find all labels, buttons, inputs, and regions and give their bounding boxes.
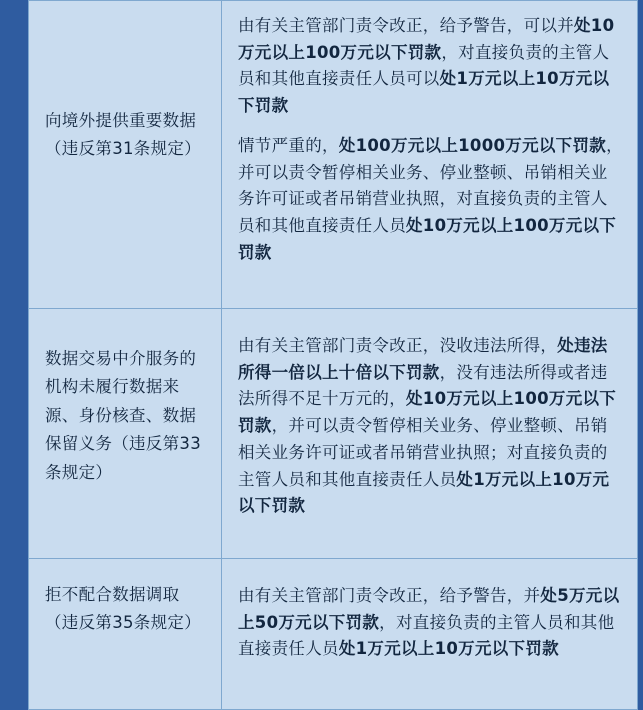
paragraph <box>238 583 623 663</box>
violation-text: 向境外提供重要数据（违反第31条规定） <box>45 111 201 159</box>
table-row <box>29 559 638 710</box>
violation-cell <box>29 559 222 710</box>
emphasis-text: 处1万元以上10万元以下罚款 <box>338 639 559 659</box>
paragraph <box>238 133 623 267</box>
emphasis-text: 处100万元以上1000万元以下罚款 <box>338 135 607 155</box>
emphasis-text: 处10万元以上100万元以下罚款 <box>238 16 615 62</box>
emphasis-text: 处1万元以上10万元以下罚款 <box>238 69 610 116</box>
penalty-cell <box>222 1 638 309</box>
plain-text: 由有关主管部门责令改正，给予警告，可以并 <box>238 16 574 35</box>
paragraph <box>238 333 623 520</box>
violation-text: 数据交易中介服务的机构未履行数据来源、身份核查、数据保留义务（违反第33条规定） <box>45 349 201 482</box>
emphasis-text: 处违法所得一倍以上十倍以下罚款 <box>238 336 608 382</box>
penalty-text <box>222 559 637 677</box>
table-body <box>29 1 638 710</box>
plain-text: ，没有违法所得或者违法所得不足十万元的， <box>238 362 608 409</box>
plain-text: ，对直接负责的主管人员和其他直接责任人员 <box>238 612 615 659</box>
penalty-text <box>222 309 637 534</box>
emphasis-text: 处10万元以上100万元以下罚款 <box>238 216 617 262</box>
penalty-text <box>222 1 637 280</box>
penalty-cell <box>222 559 638 710</box>
paragraph <box>238 13 623 120</box>
plain-text: 由有关主管部门责令改正，没收违法所得， <box>238 336 558 355</box>
penalty-table <box>28 0 638 710</box>
emphasis-text: 处1万元以上10万元以下罚款 <box>238 469 610 516</box>
table-row <box>29 1 638 309</box>
plain-text: ，并可以责令暂停相关业务、停业整顿、吊销相关业务许可证或者吊销营业执照；对直接负责的主管人员和其他直接责任人员 <box>238 416 608 489</box>
plain-text: 情节严重的， <box>238 135 339 155</box>
violation-cell <box>29 309 222 559</box>
table-row <box>29 309 638 559</box>
violation-text: 拒不配合数据调取（违反第35条规定） <box>45 585 201 633</box>
penalty-cell <box>222 309 638 559</box>
plain-text: ，对直接负责的主管人员和其他直接责任人员可以 <box>238 42 610 89</box>
emphasis-text: 处5万元以上50万元以下罚款 <box>238 586 620 632</box>
plain-text: ，并可以责令暂停相关业务、停业整顿、吊销相关业务许可证或者吊销营业执照，对直接负责的主管人员和其他直接责任人员 <box>238 135 623 236</box>
violation-cell <box>29 1 222 309</box>
plain-text: 由有关主管部门责令改正，给予警告，并 <box>238 586 541 605</box>
emphasis-text: 处10万元以上100万元以下罚款 <box>238 389 617 436</box>
